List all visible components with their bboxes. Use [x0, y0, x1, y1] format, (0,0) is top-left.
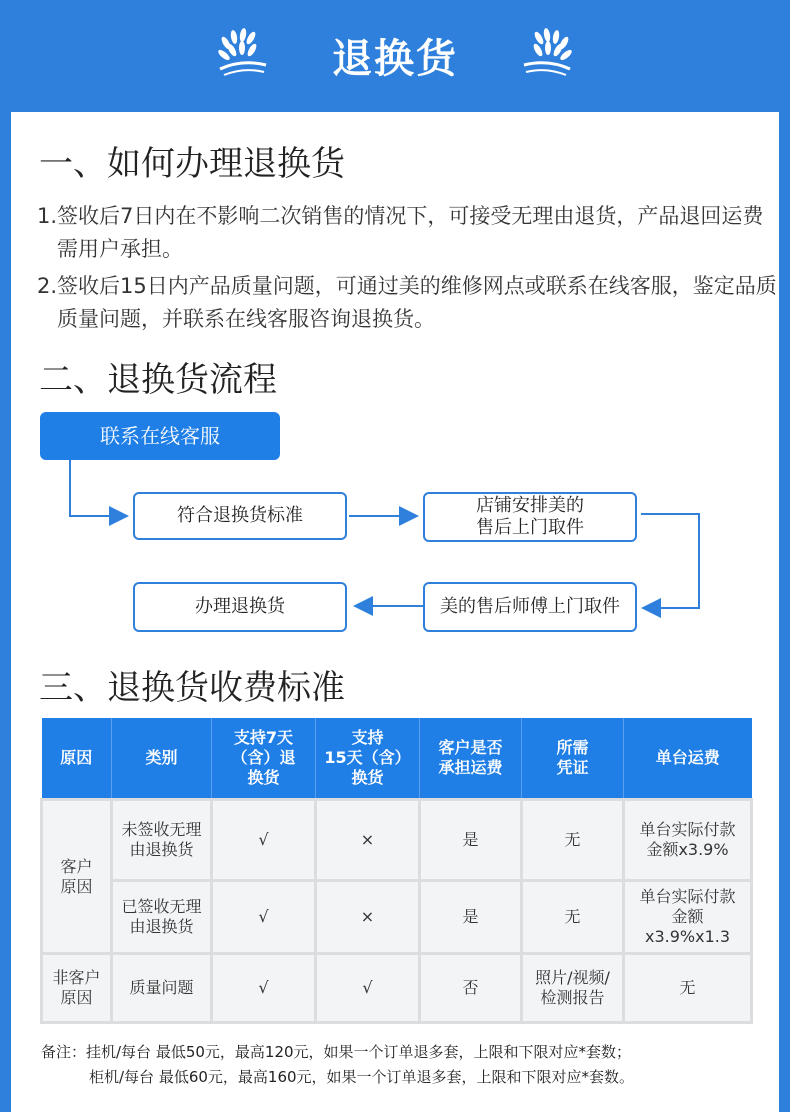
row1-7day: √	[212, 800, 316, 881]
row1-category-line1: 未签收无理	[121, 820, 202, 839]
flow-step-contact: 联系在线客服	[40, 412, 280, 460]
row3-7day: √	[212, 954, 316, 1023]
table-row	[42, 800, 752, 881]
row2-15day: ×	[316, 881, 420, 954]
flow-step-qualify: 符合退换货标准	[133, 492, 347, 540]
row2-7day: √	[212, 881, 316, 954]
row2-category	[112, 881, 212, 954]
row3-fee: 无	[624, 954, 752, 1023]
header-customer-pays	[420, 718, 522, 800]
fee-table	[40, 718, 753, 1024]
row2-fee-line2: 金额x3.9%x1.3	[644, 907, 731, 946]
header-15day-line1: 支持	[351, 728, 384, 747]
row2-category-line1: 已签收无理	[121, 897, 202, 916]
row3-proof-line2: 检测报告	[540, 988, 605, 1007]
row1-fee-line2: 金额x3.9%	[646, 840, 729, 859]
row2-proof: 无	[522, 881, 624, 954]
wheat-icon-left	[212, 25, 272, 85]
group-customer-reason-line2: 原因	[60, 876, 93, 896]
header-customer-pays-line1: 客户是否	[438, 738, 503, 757]
table-row	[42, 881, 752, 954]
row1-customer-pays: 是	[420, 800, 522, 881]
row1-proof: 无	[522, 800, 624, 881]
header-7day	[212, 718, 316, 800]
header-7day-line2: （含）退	[231, 748, 296, 767]
page-header	[0, 0, 790, 110]
group-non-customer-reason	[42, 954, 112, 1023]
row3-15day: √	[316, 954, 420, 1023]
header-15day	[316, 718, 420, 800]
group-customer-reason-line1: 客户	[60, 856, 93, 876]
flow-step-arrange-line1: 店铺安排美的	[476, 495, 584, 516]
flow-step-handle: 办理退换货	[133, 582, 347, 632]
header-reason: 原因	[42, 718, 112, 800]
header-proof	[522, 718, 624, 800]
group-customer-reason	[42, 800, 112, 954]
row1-fee-line1: 单台实际付款	[639, 820, 736, 839]
row2-customer-pays: 是	[420, 881, 522, 954]
row1-fee	[624, 800, 752, 881]
header-category: 类别	[112, 718, 212, 800]
flow-step-arrange-line2: 售后上门取件	[476, 517, 584, 538]
rule-item-2: 2.签收后15日内产品质量问题，可通过美的维修网点或联系在线客服，鉴定品质质量问题，并联系在线客服咨询退换货。	[37, 274, 777, 331]
page-title: 退换货	[332, 35, 458, 82]
group-non-customer-reason-line1: 非客户	[52, 968, 101, 987]
section-title-process: 二、退换货流程	[39, 360, 277, 400]
row3-customer-pays: 否	[420, 954, 522, 1023]
row1-category	[112, 800, 212, 881]
header-7day-line1: 支持7天	[233, 728, 294, 747]
group-non-customer-reason-line2: 原因	[60, 988, 93, 1007]
header-7day-line3: 换货	[247, 768, 280, 787]
table-header-row	[42, 718, 752, 800]
row3-category: 质量问题	[112, 954, 212, 1023]
flow-step-pickup: 美的售后师傅上门取件	[423, 582, 637, 632]
content-card	[11, 112, 779, 1112]
row2-fee-line1: 单台实际付款	[639, 887, 736, 906]
notes-line-1: 备注：挂机/每台 最低50元，最高120元，如果一个订单退多套，上限和下限对应*套数；	[41, 1043, 632, 1061]
section-title-fees: 三、退换货收费标准	[39, 668, 345, 708]
flow-step-arrange	[423, 492, 637, 542]
wheat-icon-right	[518, 25, 578, 85]
header-customer-pays-line2: 承担运费	[438, 758, 503, 777]
rule-item-1: 1.签收后7日内在不影响二次销售的情况下，可接受无理由退货，产品退回运费需用户承担。	[37, 204, 764, 261]
row3-proof-line1: 照片/视频/	[535, 968, 610, 987]
row3-proof	[522, 954, 624, 1023]
header-15day-line2: 15天（含）	[324, 748, 411, 767]
header-fee: 单台运费	[624, 718, 752, 800]
header-proof-line2: 凭证	[556, 758, 589, 777]
row2-category-line2: 由退换货	[129, 917, 194, 936]
section-title-how: 一、如何办理退换货	[39, 144, 345, 184]
header-proof-line1: 所需	[556, 738, 589, 757]
table-row	[42, 954, 752, 1023]
header-15day-line3: 换货	[351, 768, 384, 787]
notes-line-2: 柜机/每台 最低60元，最高160元，如果一个订单退多套，上限和下限对应*套数。	[89, 1068, 635, 1086]
row1-category-line2: 由退换货	[129, 840, 194, 859]
row1-15day: ×	[316, 800, 420, 881]
row2-fee	[624, 881, 752, 954]
fee-notes	[41, 1040, 634, 1090]
